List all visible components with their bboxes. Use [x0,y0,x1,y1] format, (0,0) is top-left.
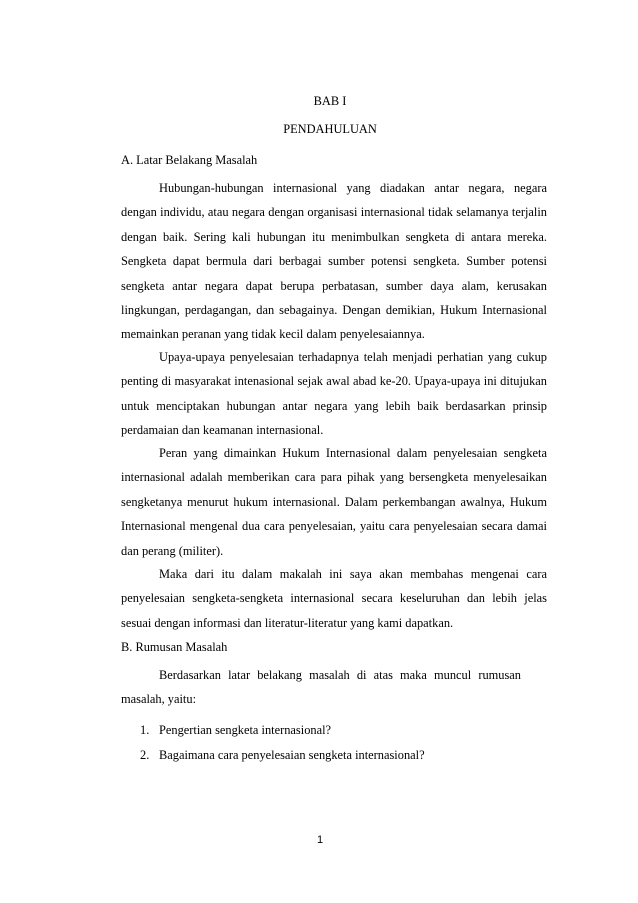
section-a-heading: A. Latar Belakang Masalah [121,153,258,167]
list-item-number: 1. [140,723,150,737]
list-item-number: 2. [140,748,150,762]
paragraph-text: Berdasarkan latar belakang masalah di atas maka muncul rumusan masalah, yaitu: [121,668,521,707]
list-item-text: Bagaimana cara penyelesaian sengketa internasional? [159,748,425,762]
section-b-intro [121,663,521,712]
paragraph-text: Peran yang dimainkan Hukum Internasional dalam penyelesaian sengketa internasional adalah memberikan cara para pihak yang bersengketa menyelesaikan sengketanya menurut hukum internasional. Dalam perkembangan awalnya, Hukum Internasional mengenal dua cara penyelesaian, yaitu cara penyelesaian secara damai dan perang (militer). [121,446,547,558]
section-a-paragraph [121,562,547,635]
chapter-title: PENDAHULUAN [283,122,377,136]
section-a-paragraph [121,176,547,347]
paragraph-text: Upaya-upaya penyelesaian terhadapnya telah menjadi perhatian yang cukup penting di masyarakat intenasional sejak awal abad ke-20. Upaya-upaya ini ditujukan untuk menciptakan hubungan antar negara yang lebih baik berdasarkan prinsip perdamaian dan keamanan internasional. [121,350,547,438]
paragraph-text: Hubungan-hubungan internasional yang diadakan antar negara, negara dengan individu, atau negara dengan organisasi internasional tidak selamanya terjalin dengan baik. Sering kali hubungan itu menimbulkan sengketa di antara mereka. Sengketa dapat bermula dari berbagai sumber potensi sengketa. Sumber potensi sengketa antar negara dapat berupa perbatasan, sumber daya alam, kerusakan lingkungan, perdagangan, dan sebagainya. Dengan demikian, Hukum Internasional memainkan peranan yang tidak kecil dalam penyelesaiannya. [121,181,547,342]
list-item-text: Pengertian sengketa internasional? [159,723,332,737]
section-b-heading: B. Rumusan Masalah [121,640,228,654]
list-item [140,743,425,768]
paragraph-text: Maka dari itu dalam makalah ini saya akan membahas mengenai cara penyelesaian sengketa-sengketa internasional secara keseluruhan dan lebih jelas sesuai dengan informasi dan literatur-literatur yang kami dapatkan. [121,567,547,630]
chapter-label: BAB I [313,94,347,108]
section-a-paragraph [121,345,547,443]
section-a-paragraph [121,441,547,563]
list-item [140,718,425,743]
page-number: 1 [316,834,324,846]
problem-list [140,718,425,768]
